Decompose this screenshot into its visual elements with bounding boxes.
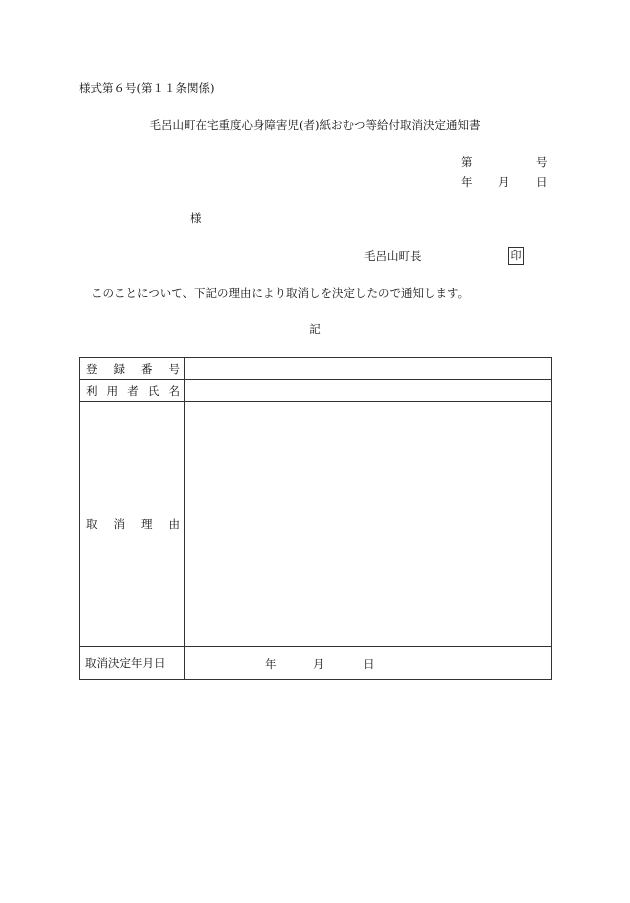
user-name-value [185, 380, 552, 402]
table-row-registration-number [80, 358, 552, 380]
addressee-suffix: 様 [190, 211, 202, 225]
form-number: 様式第６号(第１１条関係) [79, 81, 215, 95]
label-char: 用 [106, 383, 119, 398]
label-char: 取 [86, 517, 98, 531]
label-char: 者 [127, 383, 139, 398]
issuer: 毛呂山町長 [364, 249, 422, 263]
cancel-reason-value [185, 402, 552, 647]
issue-date-day: 日 [536, 175, 548, 189]
document-title: 毛呂山町在宅重度心身障害児(者)紙おむつ等給付取消決定通知書 [149, 118, 481, 132]
document-number-suffix: 号 [536, 155, 548, 169]
label-char: 利 [86, 383, 98, 398]
decision-date-day: 日 [363, 657, 375, 671]
registration-number-label [80, 358, 185, 380]
document-number-prefix: 第 [461, 155, 473, 169]
body-text: このことについて、下記の理由により取消しを決定したので通知します。 [91, 286, 470, 300]
seal-mark: 印 [508, 247, 524, 265]
user-name-label [80, 380, 185, 402]
decision-date-month: 月 [313, 657, 325, 671]
label-char: 録 [113, 361, 125, 376]
label-char: 番 [141, 361, 153, 376]
table-row-cancel-reason [80, 402, 552, 647]
notice-table [79, 357, 552, 680]
table-row-user-name [80, 380, 552, 402]
label-char: 消 [113, 517, 125, 531]
issue-date-month: 月 [498, 175, 510, 189]
label-char: 登 [86, 361, 98, 376]
table-row-decision-date [80, 647, 552, 680]
ki-heading: 記 [309, 322, 321, 336]
decision-date-label: 取消決定年月日 [80, 647, 185, 680]
registration-number-value [185, 358, 552, 380]
label-char: 名 [168, 383, 180, 398]
decision-date-value [185, 647, 552, 680]
label-char: 号 [168, 361, 180, 376]
label-char: 氏 [147, 383, 160, 398]
issue-date-year: 年 [461, 175, 473, 189]
label-char: 理 [141, 517, 153, 531]
cancel-reason-label [80, 402, 185, 647]
decision-date-year: 年 [265, 657, 277, 671]
label-char: 由 [168, 517, 180, 531]
